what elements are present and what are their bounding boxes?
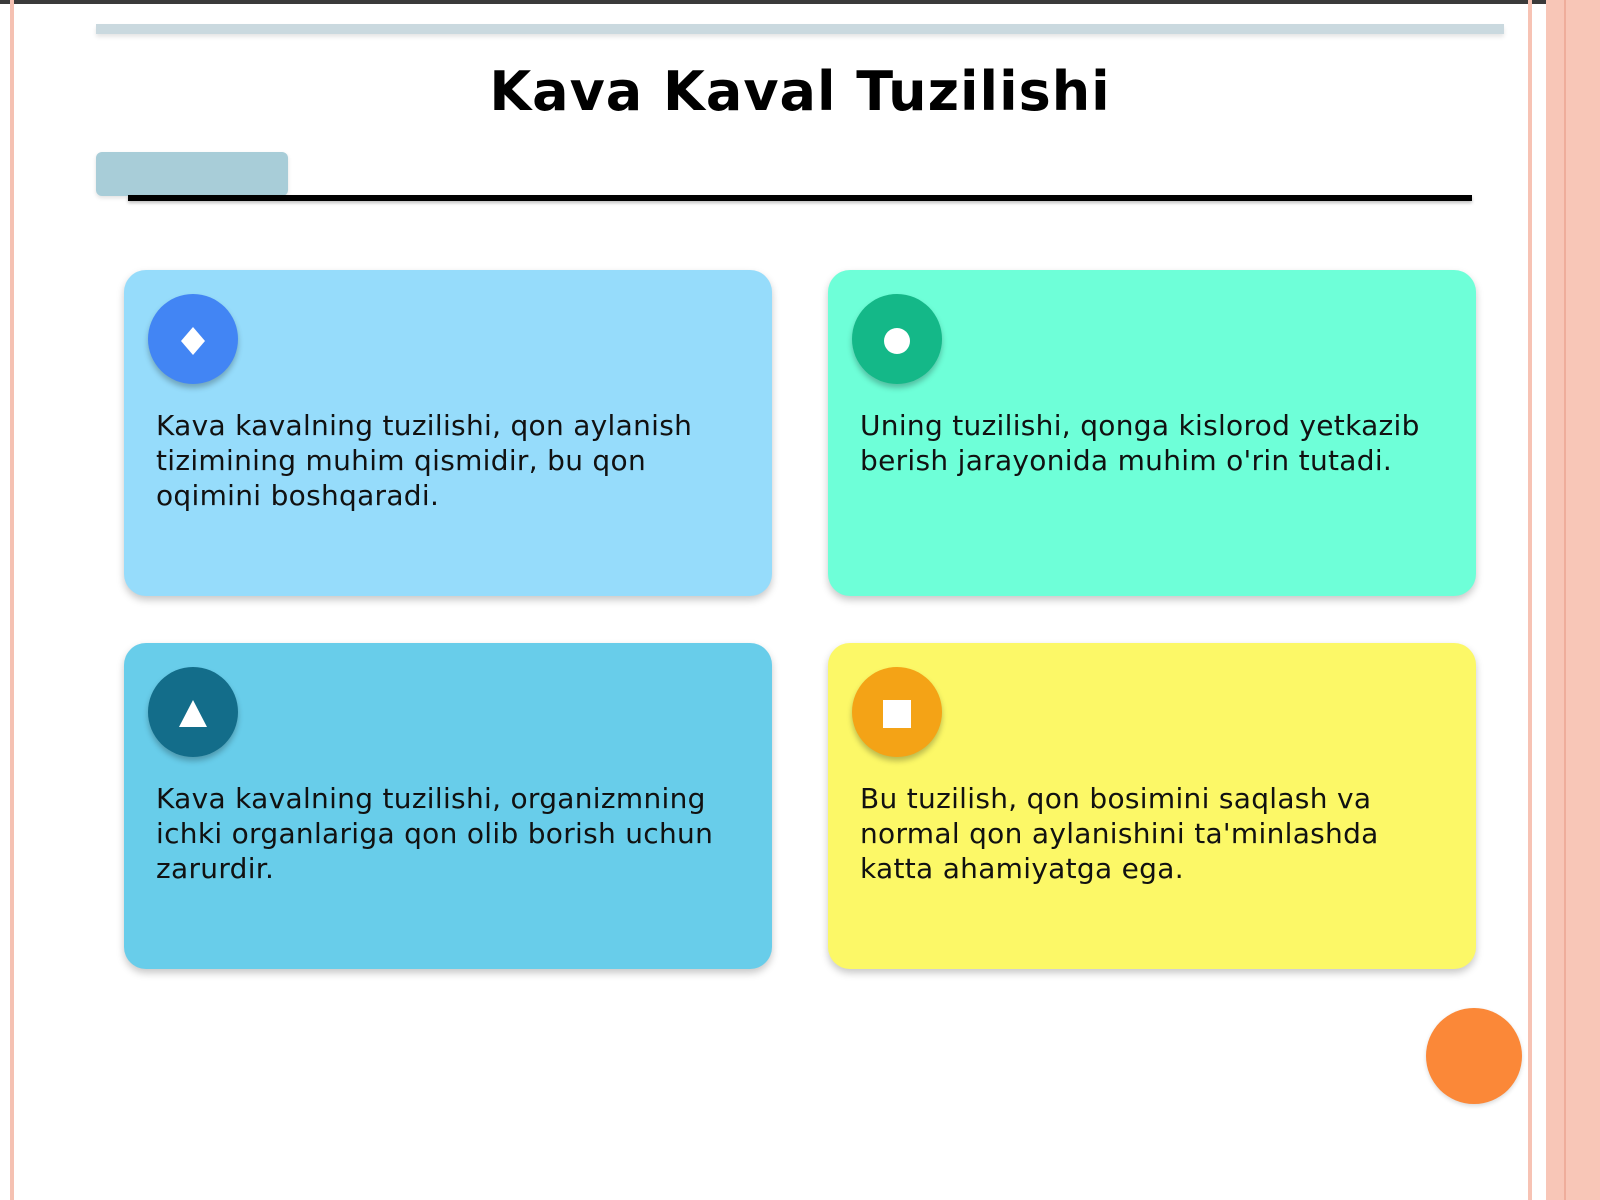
card-3-text: Kava kavalning tuzilishi, organizmning ichki organlariga qon olib borish uchun zarurdir. <box>156 782 714 885</box>
diamond-icon <box>148 294 238 384</box>
info-card-1 <box>124 270 772 596</box>
card-2-text: Uning tuzilishi, qonga kislorod yetkazib berish jarayonida muhim o'rin tutadi. <box>860 409 1420 477</box>
right-border-band <box>1546 0 1600 1200</box>
orange-decorative-circle <box>1426 1008 1522 1104</box>
card-4-badge <box>852 667 942 757</box>
title-accent-block <box>96 152 288 196</box>
slide-title: Kava Kaval Tuzilishi <box>489 60 1111 123</box>
card-2-badge <box>852 294 942 384</box>
square-icon <box>852 667 942 757</box>
right-border-line <box>1528 0 1532 1200</box>
left-border-stripe <box>10 0 14 1200</box>
top-edge-line <box>0 0 1600 4</box>
card-1-text: Kava kavalning tuzilishi, qon aylanish tizimining muhim qismidir, bu qon oqimini boshqaradi. <box>156 409 693 512</box>
title-underline <box>128 195 1472 201</box>
circle-icon <box>852 294 942 384</box>
info-card-4 <box>828 643 1476 969</box>
card-1-badge <box>148 294 238 384</box>
triangle-icon <box>148 667 238 757</box>
top-decorative-rule <box>96 24 1504 34</box>
card-3-badge <box>148 667 238 757</box>
card-4-text: Bu tuzilish, qon bosimini saqlash va normal qon aylanishini ta'minlashda katta ahamiyatga ega. <box>860 782 1379 885</box>
info-card-2 <box>828 270 1476 596</box>
info-card-3 <box>124 643 772 969</box>
